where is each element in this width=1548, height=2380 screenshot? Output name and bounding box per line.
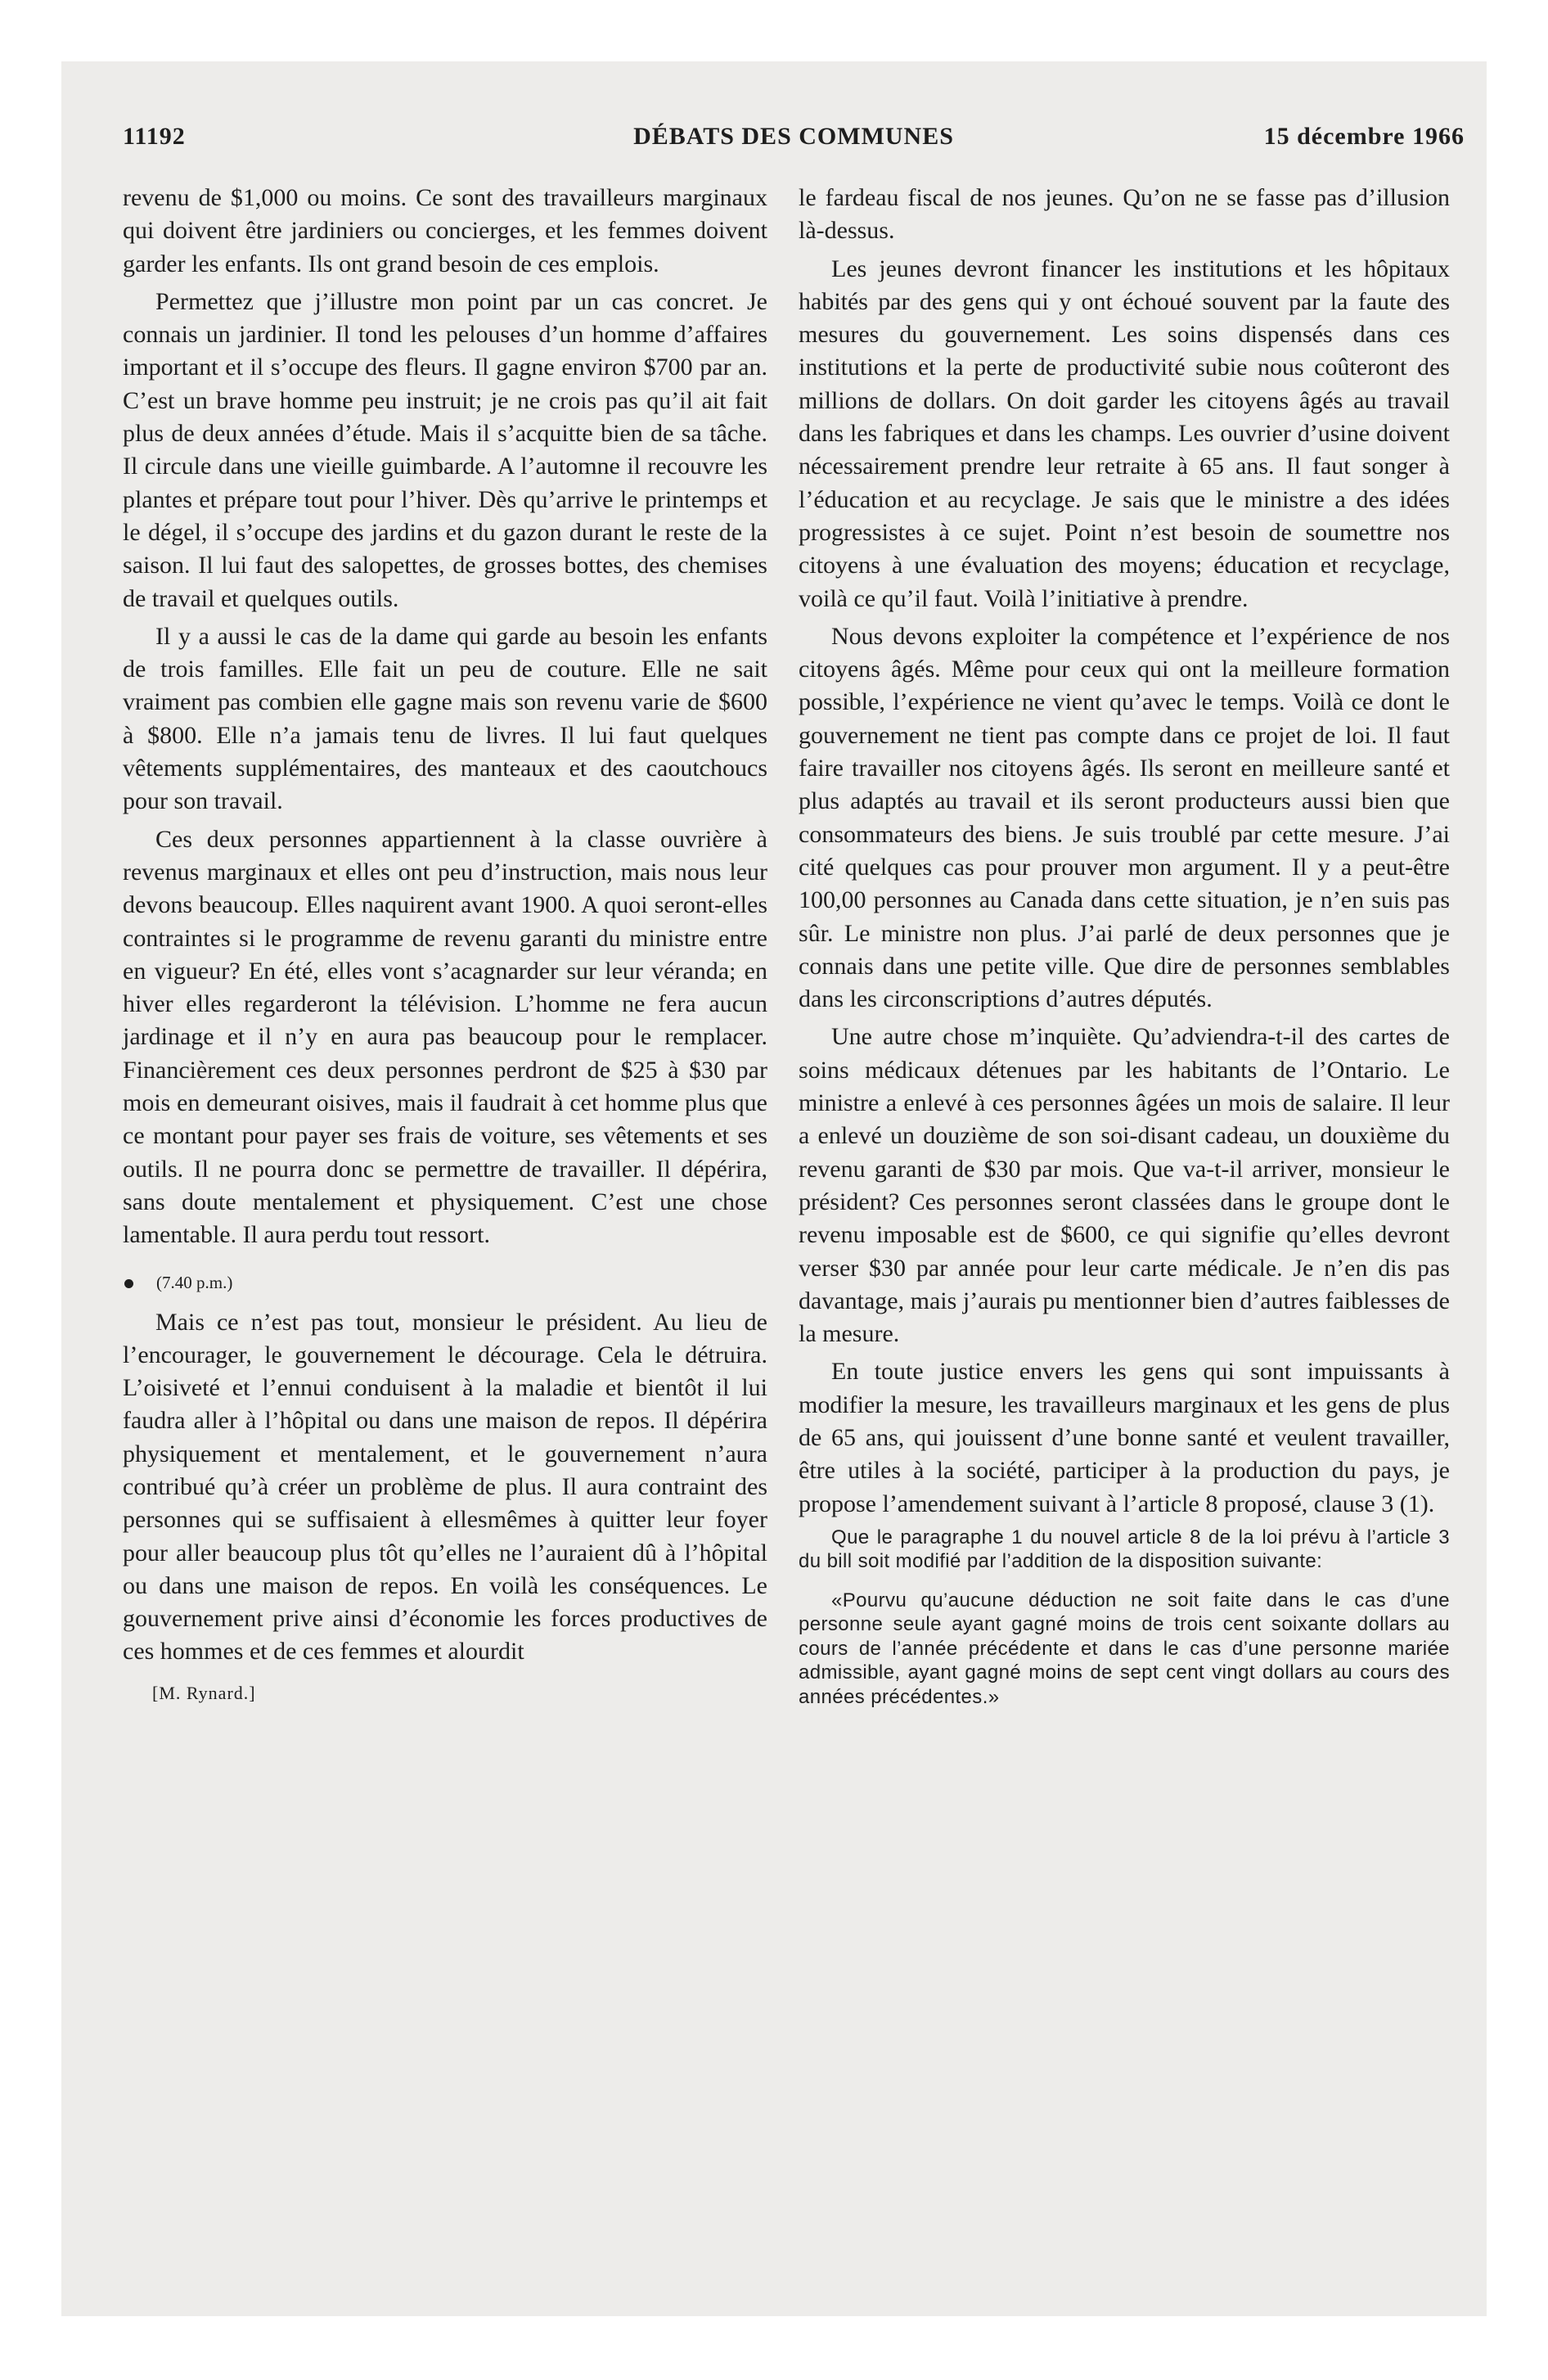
bullet-icon xyxy=(124,1279,133,1288)
paragraph: En toute justice envers les gens qui sont impuissants à modifier la mesure, les travailleurs marginaux et les gens de plus de 65 ans, qui jouissent d’une bonne santé et veulent travailler, être utiles à la société, participer à la production du pays, je propose l’amendement suivant à l’article 8 proposé, clause 3 (1). xyxy=(799,1358,1450,1517)
paragraph: revenu de $1,000 ou moins. Ce sont des travailleurs marginaux qui doivent être jardiniers ou concierges, et les femmes doivent garder les enfants. Ils ont grand besoin de ces emplois. xyxy=(123,184,767,277)
paragraph: Il y a aussi le cas de la dame qui garde au besoin les enfants de trois familles. Elle fait un peu de couture. Elle ne sait vraiment pas combien elle gagne mais son revenu varie de $600 à $800. Elle n’a jamais tenu de livres. Il lui faut quelques vêtements supplémentaires, des manteaux et des caoutchoucs pour son travail. xyxy=(123,622,767,815)
speaker-attribution: [M. Rynard.] xyxy=(152,1682,256,1703)
paragraph: Une autre chose m’inquiète. Qu’adviendra-t-il des cartes de soins médicaux détenues par les habitants de l’Ontario. Le ministre a enlevé à ces personnes âgées un mois de salaire. Il leur a enlevé un douzième de son soi-disant cadeau, un douxième du revenu garanti de $30 par mois. Que va-t-il arriver, monsieur le président? Ces personnes seront classées dans le groupe dont le revenu imposable est de $600, ce qui signifie qu’elles devront verser $30 par année pour leur carte médicale. Je n’en dis pas davantage, mais j’aurais pu mentionner bien d’autres faiblesses de la mesure. xyxy=(799,1023,1450,1348)
right-column xyxy=(799,182,1450,1709)
paragraph: Ces deux personnes appartiennent à la classe ouvrière à revenus marginaux et elles ont peu d’instruction, mais nous leur devons beaucoup. Elles naquirent avant 1900. A quoi seront-elles contraintes si le programme de revenu garanti du ministre entre en vigueur? En été, elles vont s’acagnarder sur leur véranda; en hiver elles regarderont la télévision. L’homme ne fera aucun jardinage et il n’y en aura pas beaucoup pour le remplacer. Financièrement ces deux personnes perdront de $25 à $30 par mois en demeurant oisives, mais il faudrait à cet homme plus que ce montant pour payer ses frais de voiture, ses vêtements et ses outils. Il ne pourra donc se permettre de travailler. Il dépérira, sans doute mentalement et physiquement. C’est une chose lamentable. Il aura perdu tout ressort. xyxy=(123,825,767,1249)
paragraph: Les jeunes devront financer les institutions et les hôpitaux habités par des gens qui y ont échoué souvent par la faute des mesures du gouvernement. Les soins dispensés dans ces institutions et la perte de productivité subie nous coûteront des millions de dollars. On doit garder les citoyens âgés au travail dans les fabriques et dans les champs. Les ouvrier d’usine doivent nécessairement prendre leur retraite à 65 ans. Il faut songer à l’éducation et au recyclage. Je sais que le ministre a des idées progressistes à ce sujet. Point n’est besoin de soumettre nos citoyens à une évaluation des moyens; éducation et recyclage, voilà ce qu’il faut. Voilà l’initiative à prendre. xyxy=(799,255,1450,612)
publication-title: DÉBATS DES COMMUNES xyxy=(633,123,954,150)
time-marker xyxy=(123,1272,767,1293)
sitting-date: 15 décembre 1966 xyxy=(1263,123,1465,150)
page-number: 11192 xyxy=(123,123,186,150)
running-header xyxy=(123,123,1465,160)
hansard-page xyxy=(123,123,1465,2234)
paragraph: Permettez que j’illustre mon point par un cas concret. Je connais un jardinier. Il tond les pelouses d’un homme d’affaires important et il s’occupe des fleurs. Il gagne environ $700 par an. C’est un brave homme peu instruit; je ne crois pas qu’il ait fait plus de deux années d’étude. Mais il s’acquitte bien de sa tâche. Il circule dans une vieille guimbarde. A l’automne il recouvre les plantes et prépare tout pour l’hiver. Dès qu’arrive le printemps et le dégel, il s’occupe des jardins et du gazon durant le reste de la saison. Il lui faut des salopettes, de grosses bottes, des chemises de travail et quelques outils. xyxy=(123,287,767,612)
time-marker-label: (7.40 p.m.) xyxy=(156,1272,233,1292)
amendment-motion: Que le paragraphe 1 du nouvel article 8 de la loi prévu à l’article 3 du bill soit modifié par l’addition de la disposition suivante: xyxy=(799,1526,1450,1573)
left-column xyxy=(123,182,767,1705)
paragraph: Nous devons exploiter la compétence et l’expérience de nos citoyens âgés. Même pour ceux qui ont la meilleure formation possible, l’expérience ne vient qu’avec le temps. Voilà ce dont le gouvernement ne tient pas compte dans ce projet de loi. Il faut faire travailler nos citoyens âgés. Ils seront en meilleure santé et plus adaptés au travail et ils seront producteurs aussi bien que consommateurs des biens. Je suis troublé par cette mesure. J’ai cité quelques cas pour prouver mon argument. Il y a peut-être 100,00 personnes au Canada dans cette situation, je n’en suis pas sûr. Le ministre non plus. J’ai parlé de deux personnes que je connais dans une petite ville. Que dire de personnes semblables dans les circonscriptions d’autres députés. xyxy=(799,622,1450,1013)
paragraph: Mais ce n’est pas tout, monsieur le président. Au lieu de l’encourager, le gouvernement le décourage. Cela le détruira. L’oisiveté et l’ennui conduisent à la maladie et bientôt il lui faudra aller à l’hôpital ou dans une maison de repos. Il dépérira physiquement et mentalement, et le gouvernement n’aura contribué qu’à créer un problème de plus. Il aura contraint des personnes qui se suffisaient à ellesmêmes à quitter leur foyer pour aller beaucoup plus tôt qu’elles ne l’auraient dû à l’hôpital ou dans une maison de repos. En voilà les conséquences. Le gouvernement prive ainsi d’économie les forces productives de ces hommes et de ces femmes et alourdit xyxy=(123,1308,767,1666)
paragraph: le fardeau fiscal de nos jeunes. Qu’on ne se fasse pas d’illusion là-dessus. xyxy=(799,184,1450,245)
amendment-proviso: «Pourvu qu’aucune déduction ne soit faite dans le cas d’une personne seule ayant gagné moins de trois cent soixante dollars au cours de l’année précédente et dans le cas d’une personne mariée admissible, ayant gagné moins de sept cent vingt dollars au cours des années précédentes.» xyxy=(799,1589,1450,1708)
